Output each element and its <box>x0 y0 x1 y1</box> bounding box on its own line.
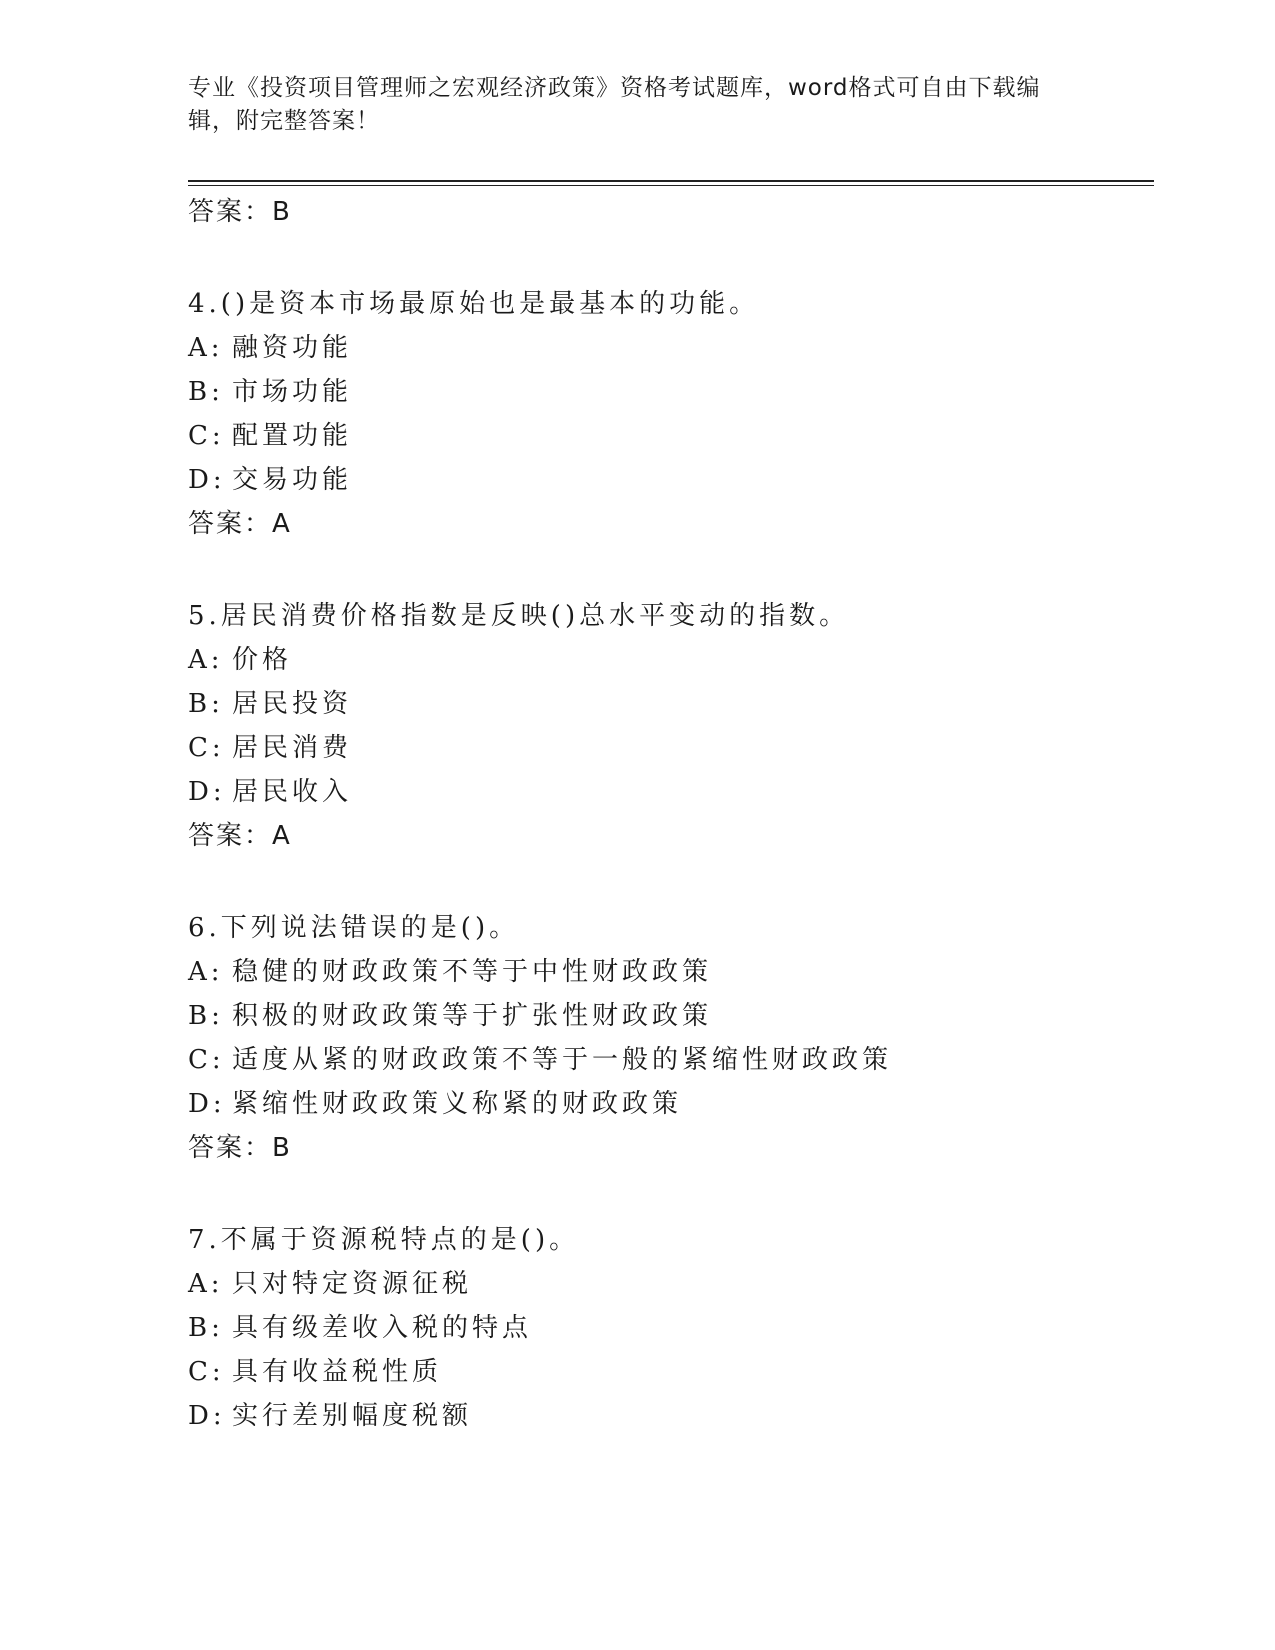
option-d <box>188 459 352 496</box>
option-key: B: <box>188 377 224 407</box>
option-key: A: <box>188 957 224 987</box>
option-text: 稳健的财政政策不等于中性财政政策 <box>232 957 713 987</box>
option-text: 积极的财政政策等于扩张性财政政策 <box>232 1001 713 1031</box>
option-text: 价格 <box>232 645 293 675</box>
option-key: B: <box>188 1313 224 1343</box>
option-key: B: <box>188 1001 224 1031</box>
option-key: C: <box>188 1357 225 1387</box>
question-stem: 4.()是资本市场最原始也是最基本的功能。 <box>188 289 760 319</box>
option-key: C: <box>188 421 225 451</box>
option-a <box>188 951 712 988</box>
option-text: 紧缩性财政政策义称紧的财政政策 <box>232 1089 683 1119</box>
option-c <box>188 1351 442 1388</box>
header-rule-thick <box>188 180 1154 182</box>
option-key: D: <box>188 1401 226 1431</box>
option-key: D: <box>188 465 226 495</box>
answer: 答案：A <box>188 509 292 539</box>
option-c <box>188 727 352 764</box>
option-b <box>188 1307 532 1344</box>
option-text: 交易功能 <box>232 465 353 495</box>
option-key: D: <box>188 1089 226 1119</box>
option-key: B: <box>188 689 224 719</box>
option-d <box>188 771 352 808</box>
option-b <box>188 683 352 720</box>
option-b <box>188 371 352 408</box>
question-stem: 7.不属于资源税特点的是()。 <box>188 1225 580 1255</box>
option-c <box>188 1039 892 1076</box>
option-text: 融资功能 <box>232 333 353 363</box>
option-d <box>188 1083 682 1120</box>
header-rule-thin <box>188 185 1154 186</box>
answer: 答案：A <box>188 821 292 851</box>
document-header: 专业《投资项目管理师之宏观经济政策》资格考试题库，word格式可自由下载编辑，附完整答案！ <box>188 75 1041 134</box>
option-text: 居民消费 <box>232 733 353 763</box>
previous-answer: 答案：B <box>188 197 292 227</box>
option-text: 只对特定资源征税 <box>232 1269 473 1299</box>
option-text: 具有级差收入税的特点 <box>232 1313 533 1343</box>
option-a <box>188 1263 472 1300</box>
option-text: 市场功能 <box>232 377 353 407</box>
option-b <box>188 995 712 1032</box>
option-text: 适度从紧的财政政策不等于一般的紧缩性财政政策 <box>232 1045 893 1075</box>
option-text: 配置功能 <box>232 421 353 451</box>
option-text: 居民收入 <box>232 777 353 807</box>
question-stem: 5.居民消费价格指数是反映()总水平变动的指数。 <box>188 601 850 631</box>
option-key: D: <box>188 777 226 807</box>
option-text: 实行差别幅度税额 <box>232 1401 473 1431</box>
option-key: A: <box>188 645 224 675</box>
option-key: C: <box>188 733 225 763</box>
option-a <box>188 327 352 364</box>
option-text: 居民投资 <box>232 689 353 719</box>
option-text: 具有收益税性质 <box>232 1357 443 1387</box>
option-c <box>188 415 352 452</box>
option-key: C: <box>188 1045 225 1075</box>
option-key: A: <box>188 1269 224 1299</box>
option-a <box>188 639 292 676</box>
answer: 答案：B <box>188 1133 292 1163</box>
option-d <box>188 1395 472 1432</box>
option-key: A: <box>188 333 224 363</box>
question-stem: 6.下列说法错误的是()。 <box>188 913 520 943</box>
